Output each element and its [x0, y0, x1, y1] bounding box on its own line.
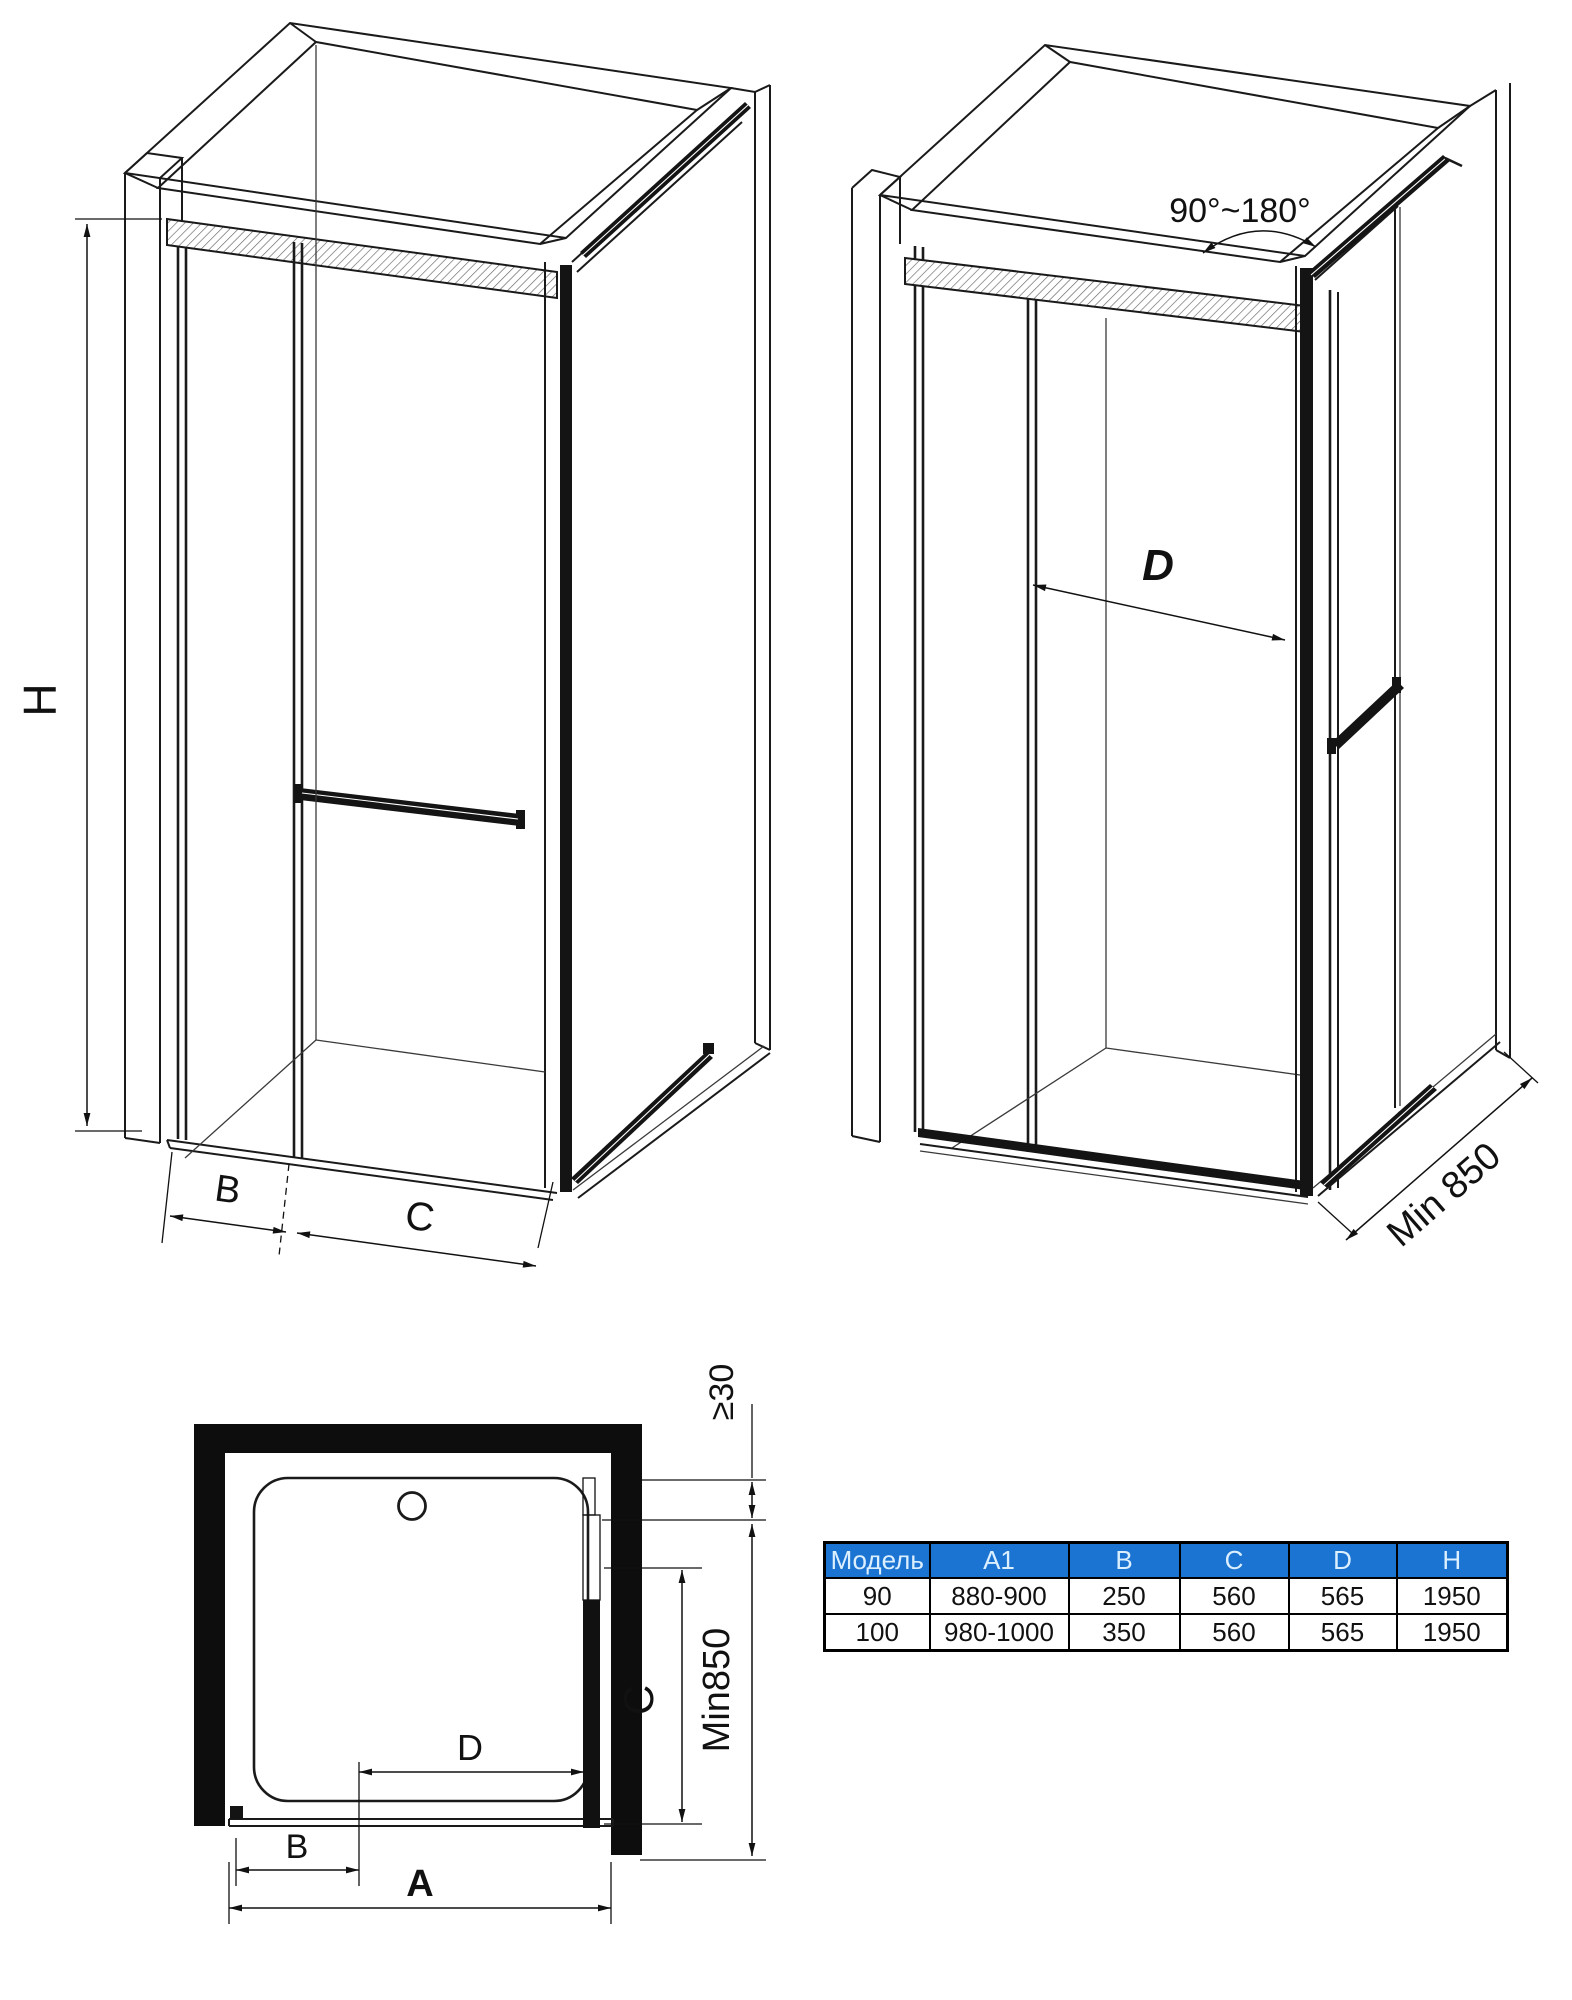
dim-B-label: B	[212, 1167, 244, 1213]
cell-b: 350	[1069, 1614, 1180, 1651]
cell-a1: 880-900	[930, 1578, 1069, 1614]
table-row	[825, 1614, 1508, 1651]
dim-min850	[1318, 1052, 1538, 1255]
dim-gap30	[703, 1364, 752, 1518]
bottom-rail	[918, 1128, 1308, 1204]
header-d: D	[1289, 1543, 1397, 1579]
header-c: C	[1180, 1543, 1289, 1579]
plan-view	[194, 1364, 766, 1924]
cell-d: 565	[1289, 1578, 1397, 1614]
top-rim	[125, 23, 731, 244]
cell-model-100: 100	[825, 1614, 930, 1651]
dim-D-label: D	[1142, 541, 1174, 590]
open-door-plan	[583, 1478, 600, 1828]
corner-post	[1296, 266, 1313, 1196]
door-guide-block	[230, 1806, 243, 1819]
dim-A-plan-label: A	[406, 1863, 434, 1905]
dim-gap30-label: ≥30	[703, 1363, 741, 1421]
left-wall-panel	[125, 153, 182, 1143]
interior-lines	[952, 318, 1300, 1148]
side-glass-panel	[571, 85, 770, 1198]
dim-H	[14, 219, 162, 1131]
dim-min850-plan	[696, 1524, 752, 1856]
panel-divider	[1028, 298, 1036, 1153]
dim-B-C	[162, 1152, 553, 1266]
corner-post	[545, 262, 572, 1192]
cell-c: 560	[1180, 1578, 1289, 1614]
dim-B-plan	[236, 1826, 359, 1886]
left-frame-post	[178, 228, 186, 1140]
cell-d: 565	[1289, 1614, 1397, 1651]
dim-D-plan	[359, 1727, 584, 1826]
panel-divider	[294, 242, 302, 1159]
header-a1: A1	[930, 1543, 1069, 1579]
cell-a1: 980-1000	[930, 1614, 1069, 1651]
top-rail	[167, 219, 557, 298]
towel-bar-handle	[294, 784, 525, 829]
swing-angle-label: 90°~180°	[1169, 192, 1311, 230]
left-wall-panel	[852, 170, 900, 1142]
interior-lines	[185, 45, 545, 1158]
dim-swing-angle	[1169, 192, 1316, 253]
iso-view-door-closed	[14, 23, 770, 1266]
cell-b: 250	[1069, 1578, 1180, 1614]
dim-B-plan-label: B	[285, 1828, 309, 1866]
cell-h: 1950	[1397, 1614, 1508, 1651]
header-model: Модель	[825, 1543, 930, 1579]
cell-c: 560	[1180, 1614, 1289, 1651]
walls	[194, 1424, 642, 1855]
table-row	[825, 1578, 1508, 1614]
iso-view-door-open	[852, 45, 1538, 1255]
header-b: B	[1069, 1543, 1180, 1579]
open-door-panel	[1308, 155, 1462, 1190]
dim-A-plan	[229, 1862, 611, 1924]
header-h: H	[1397, 1543, 1508, 1579]
door-track	[229, 1806, 613, 1826]
left-frame-post	[915, 246, 923, 1133]
dimensions-table	[823, 1541, 1509, 1652]
drain	[399, 1493, 426, 1520]
cell-model-90: 90	[825, 1578, 930, 1614]
dim-D-plan-label: D	[457, 1727, 483, 1768]
dim-min850-plan-label: Min850	[696, 1627, 738, 1753]
table-header-row	[825, 1543, 1508, 1579]
top-rail	[905, 258, 1305, 332]
cell-h: 1950	[1397, 1578, 1508, 1614]
dim-C-label: C	[402, 1193, 438, 1241]
dim-C-plan-label: C	[615, 1684, 662, 1716]
dim-D	[1033, 541, 1285, 640]
shower-tray	[254, 1478, 588, 1801]
dim-H-label: H	[14, 683, 66, 717]
dim-min850-label: Min 850	[1379, 1134, 1509, 1256]
